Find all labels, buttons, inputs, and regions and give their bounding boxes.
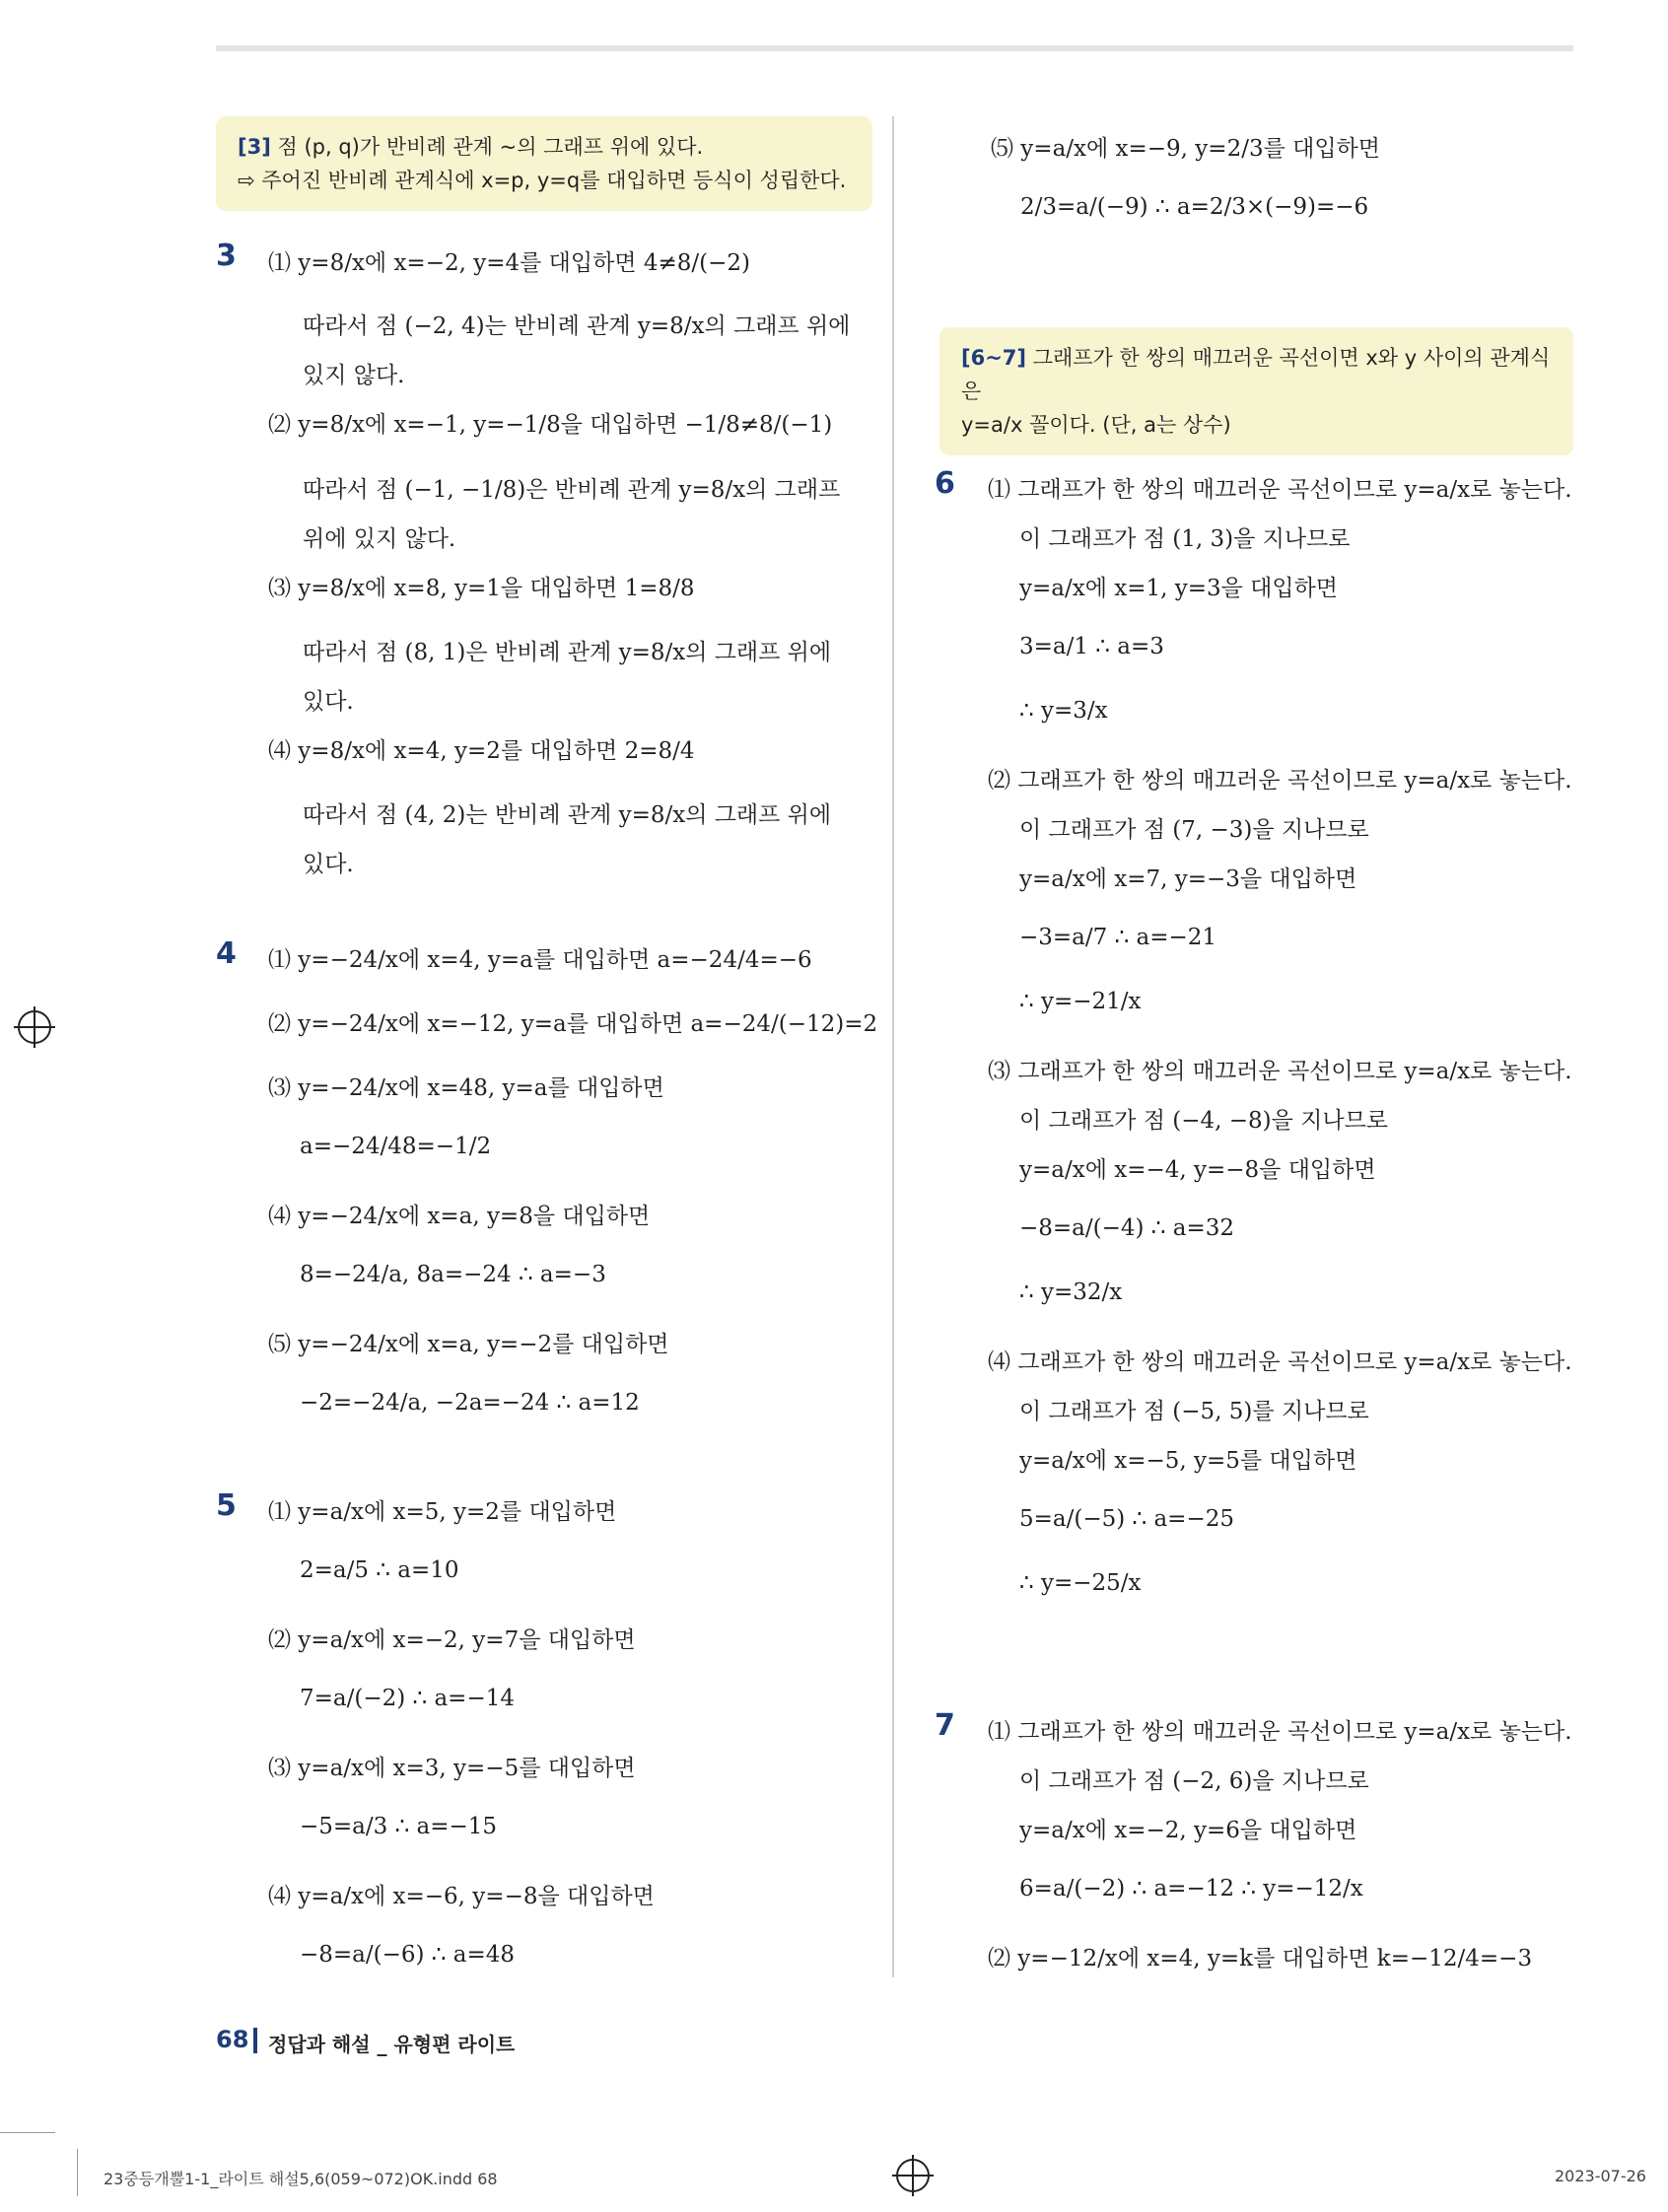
hint-text: ⇨ 주어진 반비례 관계식에 x=p, y=q를 대입하면 등식이 성립한다. — [238, 169, 847, 192]
q4-line: ⑵ y=−24/x에 x=−12, y=a를 대입하면 a=−24/(−12)=2 — [268, 1011, 878, 1037]
q6-line: y=a/x에 x=7, y=−3을 대입하면 — [1019, 866, 1357, 892]
q3-line: 따라서 점 (−2, 4)는 반비례 관계 y=8/x의 그래프 위에 — [303, 313, 851, 339]
hint-box-6-7 — [939, 327, 1573, 455]
hint-tag: [6~7] — [961, 346, 1027, 370]
q4-line: ⑶ y=−24/x에 x=48, y=a를 대입하면 — [268, 1075, 664, 1101]
q6-line: 이 그래프가 점 (1, 3)을 지나므로 — [1019, 526, 1351, 552]
q3-line: 따라서 점 (4, 2)는 반비례 관계 y=8/x의 그래프 위에 — [303, 802, 832, 828]
hint-text: 그래프가 한 쌍의 매끄러운 곡선이면 x와 y 사이의 관계식은 — [961, 346, 1551, 403]
q3-line: ⑵ y=8/x에 x=−1, y=−1/8을 대입하면 −1/8≠8/(−1) — [268, 412, 833, 438]
hint-text: y=a/x 꼴이다. (단, a는 상수) — [961, 413, 1231, 437]
q6-line: 3=a/1 ∴ a=3 — [1019, 634, 1164, 659]
q7-line: y=a/x에 x=−2, y=6을 대입하면 — [1019, 1818, 1357, 1843]
footer-separator — [253, 2028, 257, 2053]
q4-line: a=−24/48=−1/2 — [300, 1134, 492, 1159]
page-number: 68 — [216, 2026, 249, 2053]
q6-line: ∴ y=−25/x — [1019, 1570, 1142, 1596]
q6-line: −8=a/(−4) ∴ a=32 — [1019, 1215, 1234, 1241]
q5-line: ⑵ y=a/x에 x=−2, y=7을 대입하면 — [268, 1627, 636, 1653]
footer-title: 정답과 해설 _ 유형편 라이트 — [268, 2033, 516, 2056]
registration-mark-icon — [18, 1010, 51, 1044]
question-number-7: 7 — [935, 1708, 955, 1743]
q6-line: 이 그래프가 점 (−4, −8)을 지나므로 — [1019, 1108, 1389, 1134]
q7-line: 6=a/(−2) ∴ a=−12 ∴ y=−12/x — [1019, 1876, 1363, 1901]
column-divider — [892, 116, 894, 1977]
q6-line: 이 그래프가 점 (−5, 5)를 지나므로 — [1019, 1399, 1369, 1424]
q5-cont-line: 2/3=a/(−9) ∴ a=2/3×(−9)=−6 — [1020, 194, 1369, 220]
crop-mark — [0, 2132, 55, 2133]
q6-line: ⑴ 그래프가 한 쌍의 매끄러운 곡선이므로 y=a/x로 놓는다. — [988, 477, 1572, 503]
q6-line: ∴ y=3/x — [1019, 698, 1108, 724]
q6-line: ∴ y=−21/x — [1019, 989, 1142, 1014]
question-number-3: 3 — [216, 239, 237, 273]
q7-line: 이 그래프가 점 (−2, 6)을 지나므로 — [1019, 1768, 1369, 1794]
q3-line: ⑴ y=8/x에 x=−2, y=4를 대입하면 4≠8/(−2) — [268, 250, 750, 276]
q6-line: y=a/x에 x=−5, y=5를 대입하면 — [1019, 1448, 1357, 1474]
crop-mark — [77, 2149, 78, 2196]
q4-line: ⑴ y=−24/x에 x=4, y=a를 대입하면 a=−24/4=−6 — [268, 947, 812, 973]
q7-line: ⑴ 그래프가 한 쌍의 매끄러운 곡선이므로 y=a/x로 놓는다. — [988, 1719, 1572, 1745]
q6-line: ∴ y=32/x — [1019, 1279, 1123, 1305]
registration-mark-icon — [896, 2159, 930, 2192]
q6-line: y=a/x에 x=1, y=3을 대입하면 — [1019, 576, 1339, 601]
hint-box-3 — [216, 116, 872, 211]
q3-line: 따라서 점 (8, 1)은 반비례 관계 y=8/x의 그래프 위에 — [303, 640, 832, 665]
q6-line: −3=a/7 ∴ a=−21 — [1019, 925, 1217, 950]
q6-line: 5=a/(−5) ∴ a=−25 — [1019, 1506, 1234, 1532]
top-rule — [216, 45, 1573, 51]
q3-line: ⑷ y=8/x에 x=4, y=2를 대입하면 2=8/4 — [268, 738, 695, 764]
q5-cont-line: ⑸ y=a/x에 x=−9, y=2/3를 대입하면 — [991, 136, 1380, 162]
q3-line: 있다. — [303, 852, 354, 877]
q6-line: y=a/x에 x=−4, y=−8을 대입하면 — [1019, 1157, 1376, 1183]
question-number-5: 5 — [216, 1488, 237, 1523]
q5-line: 7=a/(−2) ∴ a=−14 — [300, 1686, 515, 1711]
q5-line: 2=a/5 ∴ a=10 — [300, 1557, 459, 1583]
hint-text: 점 (p, q)가 반비례 관계 ~의 그래프 위에 있다. — [277, 135, 704, 159]
q4-line: −2=−24/a, −2a=−24 ∴ a=12 — [300, 1390, 640, 1416]
q3-line: 있지 않다. — [303, 363, 405, 388]
question-number-6: 6 — [935, 466, 955, 501]
print-file-name: 23중등개뿔1-1_라이트 해설5,6(059~072)OK.indd 68 — [104, 2170, 498, 2188]
q4-line: 8=−24/a, 8a=−24 ∴ a=−3 — [300, 1262, 606, 1287]
q6-line: ⑵ 그래프가 한 쌍의 매끄러운 곡선이므로 y=a/x로 놓는다. — [988, 768, 1572, 794]
q7-line: ⑵ y=−12/x에 x=4, y=k를 대입하면 k=−12/4=−3 — [988, 1946, 1533, 1971]
q3-line: 위에 있지 않다. — [303, 526, 456, 552]
hint-tag: [3] — [238, 135, 271, 159]
q6-line: ⑷ 그래프가 한 쌍의 매끄러운 곡선이므로 y=a/x로 놓는다. — [988, 1349, 1572, 1375]
q3-line: ⑶ y=8/x에 x=8, y=1을 대입하면 1=8/8 — [268, 576, 695, 601]
question-number-4: 4 — [216, 936, 237, 971]
q4-line: ⑷ y=−24/x에 x=a, y=8을 대입하면 — [268, 1204, 651, 1229]
q5-line: ⑶ y=a/x에 x=3, y=−5를 대입하면 — [268, 1756, 636, 1781]
q5-line: ⑴ y=a/x에 x=5, y=2를 대입하면 — [268, 1499, 617, 1525]
q5-line: ⑷ y=a/x에 x=−6, y=−8을 대입하면 — [268, 1884, 655, 1909]
q3-line: 따라서 점 (−1, −1/8)은 반비례 관계 y=8/x의 그래프 — [303, 477, 841, 503]
print-date: 2023-07-26 — [1555, 2167, 1646, 2185]
q5-line: −8=a/(−6) ∴ a=48 — [300, 1942, 515, 1968]
q6-line: 이 그래프가 점 (7, −3)을 지나므로 — [1019, 817, 1369, 843]
q3-line: 있다. — [303, 689, 354, 715]
q5-line: −5=a/3 ∴ a=−15 — [300, 1814, 498, 1839]
q4-line: ⑸ y=−24/x에 x=a, y=−2를 대입하면 — [268, 1332, 669, 1357]
q6-line: ⑶ 그래프가 한 쌍의 매끄러운 곡선이므로 y=a/x로 놓는다. — [988, 1059, 1572, 1084]
